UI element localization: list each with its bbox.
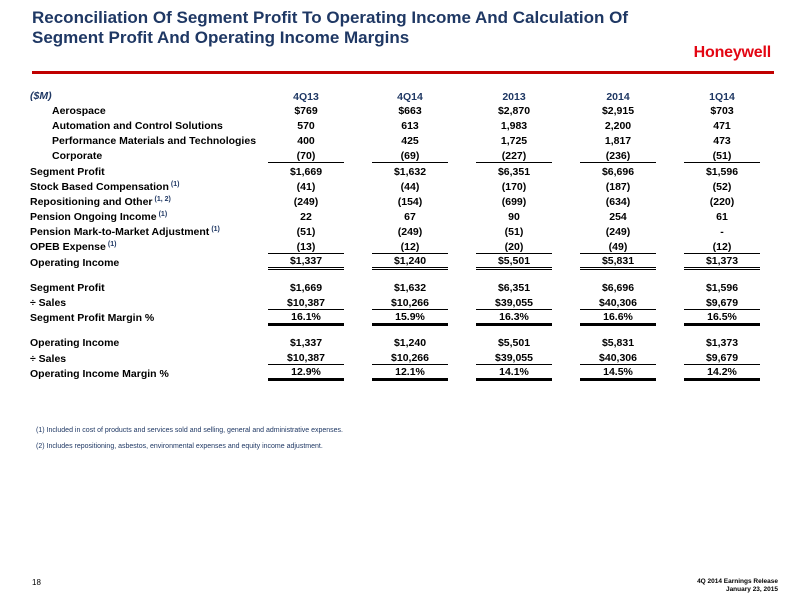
period-header: 2014 (606, 91, 630, 104)
row-label (30, 311, 254, 326)
footnote: (1) Included in cost of products and services sold and selling, general and administrative expenses. (36, 427, 344, 434)
value-text: 14.5% (580, 366, 656, 381)
value-text: (154) (397, 195, 423, 208)
value-text: 16.6% (580, 311, 656, 326)
row-label (30, 134, 257, 149)
value-cell (358, 240, 462, 255)
value-text: $39,055 (476, 352, 552, 365)
value-cell (566, 336, 670, 351)
value-cell (254, 240, 358, 255)
value-text: 12.1% (372, 366, 448, 381)
value-cell (358, 118, 462, 133)
value-cell (566, 351, 670, 366)
release-info (697, 578, 778, 594)
value-cell (358, 134, 462, 149)
value-cell (670, 103, 774, 118)
value-text: $10,266 (372, 352, 448, 365)
value-cell (670, 311, 774, 326)
value-cell (566, 210, 670, 225)
value-text: (249) (397, 226, 423, 239)
value-text: 22 (300, 211, 312, 224)
value-text: (51) (684, 150, 760, 163)
value-text: 67 (404, 211, 416, 224)
value-cell (670, 351, 774, 366)
value-cell (566, 179, 670, 194)
footnote-ref: (1) (211, 226, 220, 234)
value-text: (220) (709, 195, 735, 208)
value-text: (69) (372, 150, 448, 163)
value-cell (254, 194, 358, 209)
value-text: $1,337 (289, 337, 323, 350)
table-row (30, 225, 774, 240)
row-label-text: Stock Based Compensation (30, 180, 169, 193)
value-cell (358, 255, 462, 270)
value-text: $1,373 (684, 255, 760, 270)
row-label-text: Corporate (52, 150, 103, 163)
value-cell (670, 210, 774, 225)
table-row (30, 280, 774, 295)
footnote-ref: (1) (170, 180, 180, 188)
reconciliation-table (30, 88, 774, 381)
table-row (30, 134, 774, 149)
row-label-text: Repositioning and Other (30, 195, 153, 208)
value-cell (462, 225, 566, 240)
value-cell (254, 210, 358, 225)
value-text: $703 (710, 104, 734, 117)
value-text: $9,679 (684, 297, 760, 310)
value-text: 16.5% (684, 311, 760, 326)
value-cell (358, 311, 462, 326)
value-cell (670, 149, 774, 164)
value-cell (566, 295, 670, 310)
value-text: $40,306 (580, 352, 656, 365)
row-label (30, 103, 254, 118)
value-text: 254 (609, 211, 627, 224)
spacer-row (30, 270, 774, 280)
value-text: 570 (297, 119, 315, 132)
value-cell (254, 164, 358, 179)
footnote: (2) Includes repositioning, asbestos, environmental expenses and equity income adjustment. (36, 443, 323, 450)
value-cell (358, 103, 462, 118)
value-text: - (720, 226, 724, 239)
value-text: $2,915 (601, 104, 635, 117)
table-row (30, 351, 774, 366)
table-row (30, 118, 774, 133)
value-text: (699) (501, 195, 527, 208)
row-label (30, 240, 254, 255)
value-cell (670, 366, 774, 381)
row-label (30, 336, 254, 351)
row-label-text: Pension Ongoing Income (30, 211, 157, 224)
value-text: $769 (294, 104, 318, 117)
value-cell (566, 164, 670, 179)
value-cell (254, 103, 358, 118)
value-text: $6,696 (601, 165, 635, 178)
value-cell (670, 194, 774, 209)
value-cell (462, 179, 566, 194)
value-text: 16.3% (476, 311, 552, 326)
value-cell (358, 295, 462, 310)
value-text: $10,387 (268, 352, 344, 365)
table-row (30, 103, 774, 118)
row-label-text: Performance Materials and Technologies (52, 135, 257, 148)
value-cell (462, 295, 566, 310)
value-cell (358, 164, 462, 179)
value-cell (566, 255, 670, 270)
value-cell (462, 103, 566, 118)
table-row (30, 179, 774, 194)
value-text: $6,351 (497, 281, 531, 294)
value-cell (254, 280, 358, 295)
row-label (30, 255, 254, 270)
value-text: (249) (605, 226, 631, 239)
value-text: $5,501 (497, 337, 531, 350)
value-text: $1,596 (705, 281, 739, 294)
value-text: 14.1% (476, 366, 552, 381)
value-cell (254, 366, 358, 381)
table-row (30, 336, 774, 351)
row-label-text: ÷ Sales (30, 352, 67, 365)
value-text: 2,200 (604, 119, 632, 132)
value-text: 1,983 (500, 119, 528, 132)
value-cell (462, 210, 566, 225)
value-cell (358, 210, 462, 225)
row-label (30, 210, 254, 225)
value-text: $1,632 (393, 281, 427, 294)
value-text: (51) (504, 226, 524, 239)
value-cell (670, 280, 774, 295)
row-label-text: Operating Income (30, 256, 120, 269)
table-row (30, 210, 774, 225)
value-cell (670, 118, 774, 133)
value-cell (358, 336, 462, 351)
value-text: (12) (372, 241, 448, 254)
value-cell (358, 366, 462, 381)
value-cell (462, 280, 566, 295)
table-row (30, 366, 774, 381)
value-text: $1,596 (705, 165, 739, 178)
value-text: $1,373 (705, 337, 739, 350)
value-text: (41) (296, 180, 316, 193)
value-text: (52) (712, 180, 732, 193)
value-cell (462, 336, 566, 351)
row-label (30, 366, 254, 381)
value-cell (566, 134, 670, 149)
row-label (30, 295, 254, 310)
value-cell (254, 336, 358, 351)
release-title: 4Q 2014 Earnings Release (697, 578, 778, 585)
row-label (30, 351, 254, 366)
value-cell (566, 194, 670, 209)
value-cell (358, 225, 462, 240)
value-text: 473 (713, 135, 731, 148)
value-text: $39,055 (476, 297, 552, 310)
period-header: 4Q13 (293, 91, 319, 104)
value-text: $10,266 (372, 297, 448, 310)
value-cell (566, 118, 670, 133)
value-cell (566, 225, 670, 240)
table-row (30, 164, 774, 179)
value-cell (670, 295, 774, 310)
value-text: $5,501 (476, 255, 552, 270)
value-cell (566, 149, 670, 164)
value-text: (249) (293, 195, 319, 208)
table-row (30, 149, 774, 164)
value-text: $5,831 (601, 337, 635, 350)
value-cell (462, 255, 566, 270)
row-label-text: Segment Profit Margin % (30, 312, 155, 325)
value-text: (51) (296, 226, 316, 239)
footnotes (36, 423, 343, 455)
release-date: January 23, 2015 (725, 586, 778, 593)
row-label (30, 280, 254, 295)
value-cell (358, 149, 462, 164)
row-label (30, 194, 254, 209)
value-text: $1,337 (268, 255, 344, 270)
value-cell (566, 280, 670, 295)
value-text: 12.9% (268, 366, 344, 381)
value-cell (670, 336, 774, 351)
row-label-text: Segment Profit (30, 165, 105, 178)
value-text: $6,351 (497, 165, 531, 178)
value-text: 425 (401, 135, 419, 148)
value-cell (462, 118, 566, 133)
value-text: $10,387 (268, 297, 344, 310)
table-header-row (30, 88, 774, 103)
row-label (30, 179, 254, 194)
value-text: 471 (713, 119, 731, 132)
value-text: $6,696 (601, 281, 635, 294)
value-text: 613 (401, 119, 419, 132)
value-text: 1,725 (500, 135, 528, 148)
value-text: (236) (580, 150, 656, 163)
row-label-text: ÷ Sales (30, 297, 67, 310)
value-cell (358, 280, 462, 295)
value-text: $1,669 (289, 165, 323, 178)
value-cell (462, 366, 566, 381)
value-text: (170) (501, 180, 527, 193)
table-row (30, 255, 774, 270)
value-cell (254, 351, 358, 366)
row-label-text: Aerospace (52, 104, 106, 117)
value-text: (70) (268, 150, 344, 163)
value-text: (20) (476, 241, 552, 254)
value-text: $663 (398, 104, 422, 117)
value-cell (462, 194, 566, 209)
row-label (30, 118, 254, 133)
value-text: 14.2% (684, 366, 760, 381)
row-label-text: Operating Income (30, 337, 120, 350)
value-cell (462, 149, 566, 164)
footnote-ref: (1) (107, 241, 117, 249)
value-text: (13) (268, 241, 344, 254)
title-divider (32, 71, 774, 74)
value-cell (254, 225, 358, 240)
spacer-cell (30, 326, 774, 336)
spacer-row (30, 326, 774, 336)
units-label: ($M) (30, 89, 52, 102)
value-text: (49) (580, 241, 656, 254)
spacer-cell (30, 270, 774, 280)
value-cell (566, 311, 670, 326)
value-text: $1,669 (289, 281, 323, 294)
row-label (30, 225, 254, 240)
value-text: (12) (684, 241, 760, 254)
value-cell (358, 351, 462, 366)
footnote-ref: (1, 2) (154, 195, 171, 203)
value-text: $2,870 (497, 104, 531, 117)
value-cell (254, 149, 358, 164)
value-text: $1,632 (393, 165, 427, 178)
value-text: (634) (605, 195, 631, 208)
value-text: 15.9% (372, 311, 448, 326)
value-cell (254, 255, 358, 270)
value-text: $1,240 (372, 255, 448, 270)
value-text: $5,831 (580, 255, 656, 270)
value-cell (254, 179, 358, 194)
period-header: 2013 (502, 91, 526, 104)
row-label (30, 149, 254, 164)
period-header: 4Q14 (397, 91, 423, 104)
value-cell (670, 225, 774, 240)
value-text: 61 (716, 211, 728, 224)
table-row (30, 240, 774, 255)
value-text: $9,679 (684, 352, 760, 365)
row-label-text: Operating Income Margin % (30, 367, 169, 380)
value-cell (254, 118, 358, 133)
honeywell-logo: Honeywell (693, 44, 771, 61)
value-cell (670, 164, 774, 179)
page-number: 18 (32, 578, 41, 587)
value-text: 400 (297, 135, 315, 148)
table-row (30, 311, 774, 326)
value-cell (566, 366, 670, 381)
value-text: 16.1% (268, 311, 344, 326)
value-cell (254, 134, 358, 149)
value-cell (462, 311, 566, 326)
value-text: $1,240 (393, 337, 427, 350)
value-cell (670, 179, 774, 194)
value-text: (44) (400, 180, 420, 193)
value-cell (462, 240, 566, 255)
footnote-ref: (1) (158, 211, 168, 219)
row-label-text: Segment Profit (30, 281, 105, 294)
table-row (30, 194, 774, 209)
value-text: (187) (605, 180, 631, 193)
period-header: 1Q14 (709, 91, 735, 104)
value-cell (254, 311, 358, 326)
value-cell (670, 255, 774, 270)
row-label (30, 164, 254, 179)
row-label-text: Pension Mark-to-Market Adjustment (30, 226, 210, 239)
table-body (30, 103, 774, 381)
value-text: (227) (476, 150, 552, 163)
value-cell (566, 103, 670, 118)
value-text: $40,306 (580, 297, 656, 310)
value-cell (462, 134, 566, 149)
table-row (30, 295, 774, 310)
value-text: 90 (508, 211, 520, 224)
value-cell (670, 240, 774, 255)
row-label-text: Automation and Control Solutions (52, 119, 223, 132)
value-cell (566, 240, 670, 255)
row-label-text: OPEB Expense (30, 241, 106, 254)
value-cell (358, 179, 462, 194)
value-cell (358, 194, 462, 209)
value-cell (462, 164, 566, 179)
value-cell (462, 351, 566, 366)
value-text: 1,817 (604, 135, 632, 148)
page-title: Reconciliation Of Segment Profit To Operating Income And Calculation Of Segment Profit And Operating Income Margins (32, 8, 628, 47)
value-cell (254, 295, 358, 310)
value-cell (670, 134, 774, 149)
